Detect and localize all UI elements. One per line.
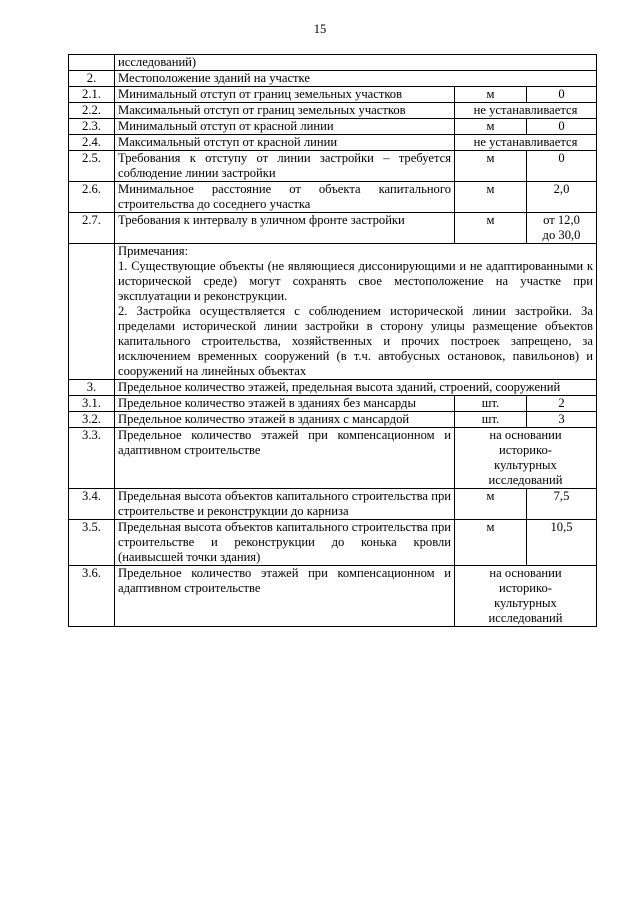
row-unit: м	[455, 182, 527, 213]
table-row	[69, 412, 597, 428]
table-row	[69, 103, 597, 119]
table-row	[69, 213, 597, 244]
row-value: 10,5	[527, 520, 597, 566]
note-1: 1. Существующие объекты (не являющиеся диссонирующими и не адаптированными к исторической среде) могут сохранять свое местоположение на участке при эксплуатации и реконструкции.	[118, 259, 593, 303]
row-value-line: до 30,0	[542, 228, 581, 242]
row-name: Предельное количество этажей при компенсационном и адаптивном строительстве	[115, 428, 455, 489]
row-unit: шт.	[455, 412, 527, 428]
table-row-section	[69, 71, 597, 87]
row-name: Минимальный отступ от красной линии	[115, 119, 455, 135]
row-number: 3.6.	[69, 566, 115, 627]
row-number	[69, 244, 115, 380]
row-value: 0	[527, 151, 597, 182]
row-name: Максимальный отступ от границ земельных участков	[115, 103, 455, 119]
table-row	[69, 396, 597, 412]
row-name: Требования к отступу от линии застройки – требуется соблюдение линии застройки	[115, 151, 455, 182]
row-name: Предельная высота объектов капитального строительства при строительстве и реконструкции до карниза	[115, 489, 455, 520]
table-row	[69, 566, 597, 627]
row-value	[527, 213, 597, 244]
row-number: 3.4.	[69, 489, 115, 520]
row-unit: м	[455, 87, 527, 103]
row-value	[455, 566, 597, 627]
row-value-line: культурных	[494, 596, 557, 610]
row-number: 2.1.	[69, 87, 115, 103]
note-2: 2. Застройка осуществляется с соблюдением исторической линии застройки. За пределами исторической линии застройки в сторону улицы размещение объектов капитального строительства, хозяйственных и прочих построек запрещено, за исключением временных сооружений (в т.ч. автобусных остановок, павильонов) и сооружений на линейных объектах	[118, 304, 593, 378]
table-row	[69, 520, 597, 566]
row-number: 3.5.	[69, 520, 115, 566]
table-row	[69, 182, 597, 213]
row-name: Предельное количество этажей при компенсационном и адаптивном строительстве	[115, 566, 455, 627]
table-row-section	[69, 380, 597, 396]
row-unit: м	[455, 489, 527, 520]
row-value-line: исследований	[488, 473, 563, 487]
notes-cell	[115, 244, 597, 380]
row-number: 2.4.	[69, 135, 115, 151]
table-row	[69, 87, 597, 103]
row-number: 2.7.	[69, 213, 115, 244]
row-value: 0	[527, 119, 597, 135]
row-name: Местоположение зданий на участке	[115, 71, 597, 87]
row-value: не устанавливается	[455, 135, 597, 151]
row-unit: шт.	[455, 396, 527, 412]
row-number: 2.3.	[69, 119, 115, 135]
row-unit: м	[455, 151, 527, 182]
row-value-line: на основании	[489, 428, 562, 442]
row-value-line: историко-	[499, 581, 552, 595]
row-value: 3	[527, 412, 597, 428]
row-number: 3.1.	[69, 396, 115, 412]
row-number: 3.2.	[69, 412, 115, 428]
row-name: Предельное количество этажей в зданиях без мансарды	[115, 396, 455, 412]
table-row-notes	[69, 244, 597, 380]
row-value-line: культурных	[494, 458, 557, 472]
row-name: Максимальный отступ от красной линии	[115, 135, 455, 151]
row-unit: м	[455, 213, 527, 244]
row-value-line: историко-	[499, 443, 552, 457]
row-number: 3.3.	[69, 428, 115, 489]
parameters-table	[68, 54, 597, 627]
row-number: 2.2.	[69, 103, 115, 119]
table-row	[69, 428, 597, 489]
row-number: 2.	[69, 71, 115, 87]
table-row	[69, 151, 597, 182]
row-name: Требования к интервалу в уличном фронте застройки	[115, 213, 455, 244]
row-value: 2,0	[527, 182, 597, 213]
table-row	[69, 135, 597, 151]
row-value-line: исследований	[488, 611, 563, 625]
notes-title: Примечания:	[118, 244, 189, 258]
row-number: 3.	[69, 380, 115, 396]
row-name: Минимальное расстояние от объекта капитального строительства до соседнего участка	[115, 182, 455, 213]
row-value-line: на основании	[489, 566, 562, 580]
row-value-line: от 12,0	[543, 213, 580, 227]
row-value: не устанавливается	[455, 103, 597, 119]
row-value	[455, 428, 597, 489]
row-name: исследований)	[115, 55, 597, 71]
row-name: Предельная высота объектов капитального строительства при строительстве и реконструкции до конька кровли (наивысшей точки здания)	[115, 520, 455, 566]
table-row	[69, 119, 597, 135]
page-number: 15	[313, 22, 327, 36]
row-value: 7,5	[527, 489, 597, 520]
row-value: 2	[527, 396, 597, 412]
row-unit: м	[455, 520, 527, 566]
row-name: Предельное количество этажей, предельная высота зданий, строений, сооружений	[115, 380, 597, 396]
row-number: 2.6.	[69, 182, 115, 213]
table-row	[69, 489, 597, 520]
row-value: 0	[527, 87, 597, 103]
row-number: 2.5.	[69, 151, 115, 182]
row-number	[69, 55, 115, 71]
row-unit: м	[455, 119, 527, 135]
row-name: Минимальный отступ от границ земельных участков	[115, 87, 455, 103]
table-row	[69, 55, 597, 71]
row-name: Предельное количество этажей в зданиях с мансардой	[115, 412, 455, 428]
